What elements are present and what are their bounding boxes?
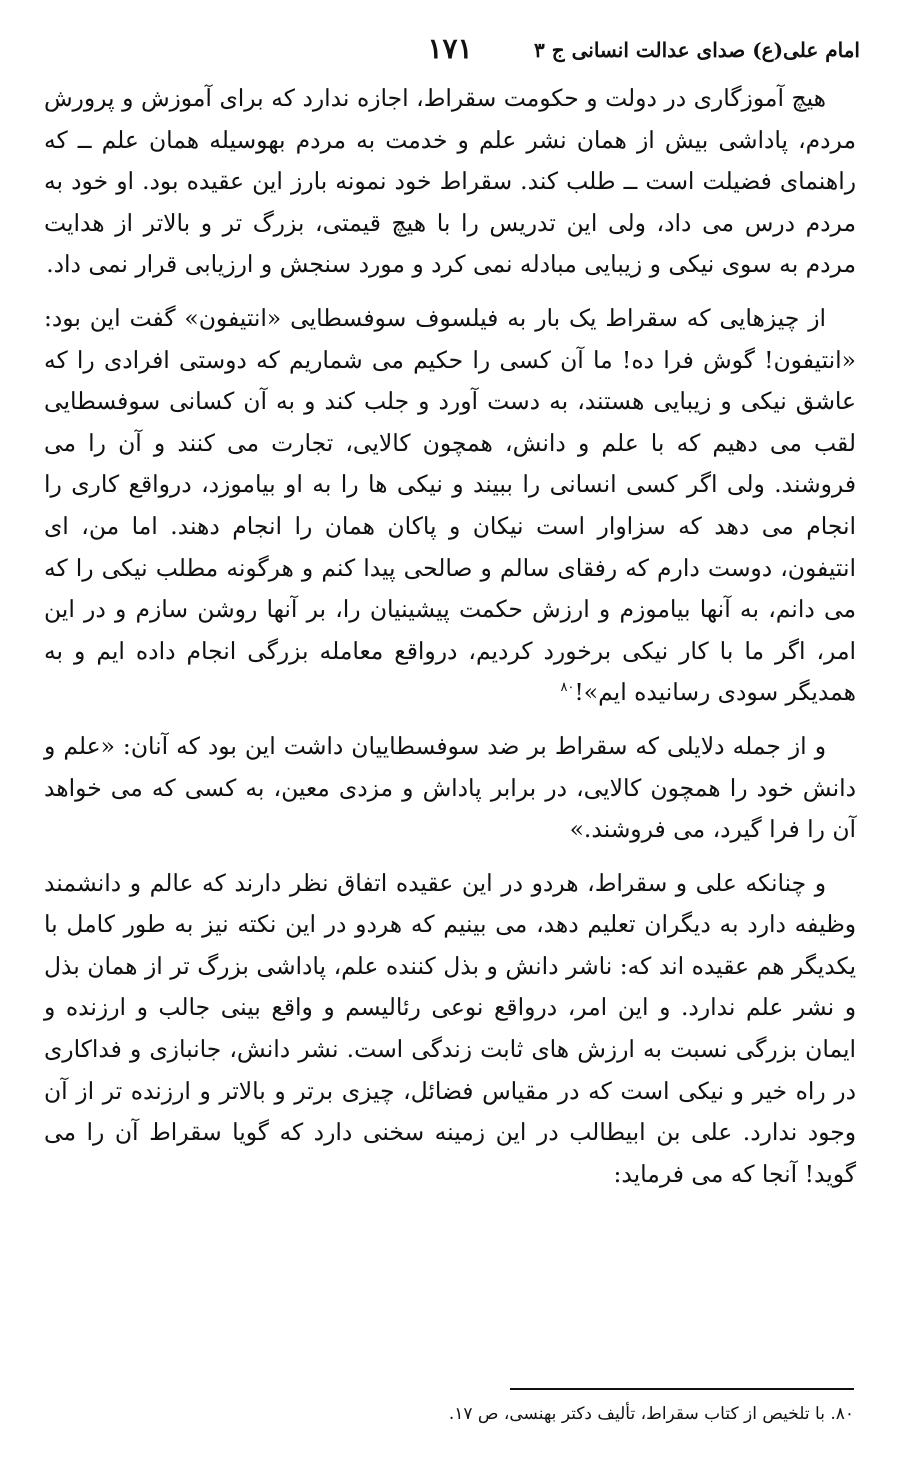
footnote-separator bbox=[510, 1388, 854, 1390]
footnote: ۸۰. با تلخیص از کتاب سقراط، تألیف دکتر بهنسی، ص ۱۷. bbox=[448, 1404, 854, 1424]
paragraph-3: و از جمله دلایلی که سقراط بر ضد سوفسطاییان داشت این بود که آنان: «علم و دانش خود را همچون کالایی، در برابر پاداش و مزدی معین، به کسی که می خواهد آن را فرا گیرد، می فروشند.» bbox=[44, 731, 856, 844]
paragraph-2 bbox=[44, 298, 856, 714]
page-number: ۱۷۱ bbox=[427, 32, 473, 65]
body-text bbox=[44, 78, 856, 1207]
running-title: امام علی(ع) صدای عدالت انسانی ج ۳ bbox=[534, 38, 860, 62]
paragraph-1: هیچ آموزگاری در دولت و حکومت سقراط، اجازه ندارد که برای آموزش و پرورش مردم، پاداشی بیش از همان نشر علم و خدمت به مردم بهوسیله همان علم ــ که راهنمای فضیلت است ــ طلب کند. سقراط خود نمونه بارز این عقیده بود. او خود به مردم درس می داد، ولی این تدریس را با هیچ قیمتی، بزرگ تر و بالاتر از هدایت مردم به سوی نیکی و زیبایی مبادله نمی کرد و مورد سنجش و ارزیابی قرار نمی داد. bbox=[44, 84, 856, 279]
footnote-reference: ۸۰ bbox=[560, 680, 575, 696]
paragraph-4: و چنانکه علی و سقراط، هردو در این عقیده اتفاق نظر دارند که عالم و دانشمند وظیفه دارد به دیگران تعلیم دهد، می بینیم که هردو در این نکته نیز به طور کامل با یکدیگر هم عقیده اند که: ناشر دانش و بذل کننده علم، پاداشی بزرگ تر از همان بذل و نشر علم ندارد. و این امر، درواقع نوعی رئالیسم و واقع بینی جالب و ارزنده و ایمان بزرگی نسبت به ارزش های ثابت زندگی است. نشر دانش، جانبازی و فداکاری در راه خیر و نیکی است که در مقیاس فضائل، چیزی برتر و بالاتر و ارزنده تر از آن وجود ندارد. علی بن ابیطالب در این زمینه سخنی دارد که گویا سقراط آن را می گوید! آنجا که می فرماید: bbox=[44, 868, 856, 1188]
paragraph-2-text: از چیزهایی که سقراط یک بار به فیلسوف سوفسطایی «انتیفون» گفت این بود: «انتیفون! گوش فرا ده! ما آن کسی را حکیم می شماریم که دوستی افرادی را که عاشق نیکی و زیبایی هستند، به دست آورد و جلب کند و به آن کسانی سوفسطایی لقب می دهیم که با علم و دانش، همچون کالایی، تجارت می کنند و آن را می فروشند. ولی اگر کسی انسانی را ببیند و نیکی ها را به او بیاموزد، درواقع کاری را انجام می دهد که سزاوار است نیکان و پاکان همان را انجام دهند. اما من، ای انتیفون، دوست دارم که رفقای سالم و صالحی پیدا کنم و هرگونه مطلب نیکی را که می دانم، به آنها بیاموزم و ارزش حکمت پیشینیان را، بر آنها روشن سازم و در این امر، اگر ما با کار نیکی برخورد کردیم، درواقع معامله بزرگی انجام داده ایم و به همدیگر سودی رسانیده ایم»! bbox=[44, 303, 856, 707]
page-header bbox=[40, 32, 860, 72]
